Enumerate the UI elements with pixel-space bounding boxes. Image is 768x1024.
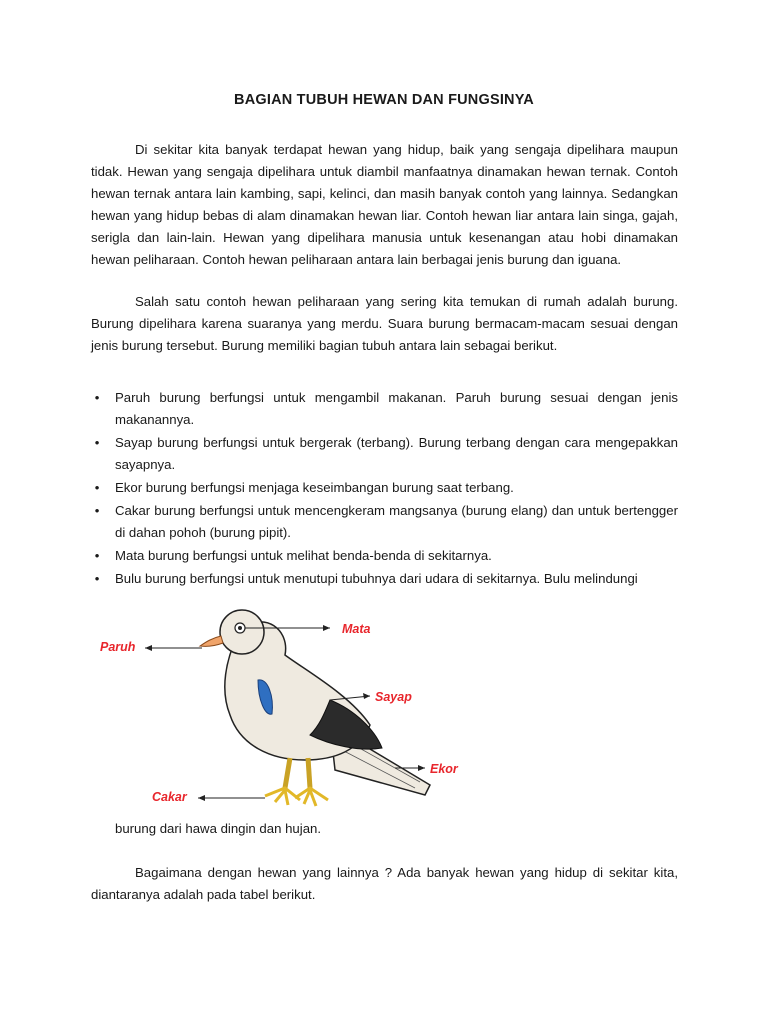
list-item [91, 545, 678, 567]
bullet-icon: • [94, 435, 100, 450]
bullet-icon: • [94, 503, 100, 518]
list-item-text: Mata burung berfungsi untuk melihat benda-benda di sekitarnya. [115, 548, 492, 563]
label-ekor: Ekor [430, 762, 458, 776]
list-item [91, 500, 678, 544]
label-mata: Mata [342, 622, 371, 636]
label-cakar: Cakar [152, 790, 187, 804]
bullet-icon: • [94, 571, 100, 586]
list-item-text: Sayap burung berfungsi untuk bergerak (terbang). Burung terbang dengan cara mengepakkan sayapnya. [115, 435, 678, 472]
list-item-text: Ekor burung berfungsi menjaga keseimbangan burung saat terbang. [115, 480, 514, 495]
bird-diagram [90, 600, 490, 820]
bird-illustration [90, 600, 490, 820]
list-item-text: Cakar burung berfungsi untuk mencengkeram mangsanya (burung elang) dan untuk bertengger di dahan pohoh (burung pipit). [115, 503, 678, 540]
paragraph-birds: Salah satu contoh hewan peliharaan yang sering kita temukan di rumah adalah burung. Burung dipelihara karena suaranya yang merdu. Suara burung bermacam-macam sesuai dengan jenis burung tersebut. Burung memiliki bagian tubuh antara lain sebagai berikut. [91, 294, 678, 353]
list-item-text: Paruh burung berfungsi untuk mengambil makanan. Paruh burung sesuai dengan jenis makanannya. [115, 390, 678, 427]
bullet-continuation: burung dari hawa dingin dan hujan. [115, 821, 322, 836]
bird-leg [285, 758, 290, 788]
label-paruh: Paruh [100, 640, 136, 654]
bullet-icon: • [94, 480, 100, 495]
list-item [91, 568, 678, 590]
list-item [91, 387, 678, 431]
bird-leg [308, 758, 310, 788]
paragraph-intro: Di sekitar kita banyak terdapat hewan yang hidup, baik yang sengaja dipelihara maupun tidak. Hewan yang sengaja dipelihara untuk diambil manfaatnya dinamakan hewan ternak. Contoh hewan ternak antara lain kambing, sapi, kelinci, dan masih banyak contoh yang lainnya. Sedangkan hewan yang hidup bebas di alam dinamakan hewan liar. Contoh hewan liar antara lain singa, gajah, serigla dan lain-lain. Hewan yang dipelihara manusia untuk kesenangan atau hobi dinamakan hewan peliharaan. Contoh hewan peliharaan antara lain berbagai jenis burung dan iguana. [91, 142, 678, 267]
bird-foot [295, 788, 328, 806]
bird-beak [200, 636, 223, 646]
bird-parts-list [91, 387, 678, 591]
list-item-text: Bulu burung berfungsi untuk menutupi tubuhnya dari udara di sekitarnya. Bulu melindungi [115, 571, 638, 586]
bullet-icon: • [94, 390, 100, 405]
list-item [91, 477, 678, 499]
bullet-icon: • [94, 548, 100, 563]
list-item [91, 432, 678, 476]
paragraph-closing: Bagaimana dengan hewan yang lainnya ? Ada banyak hewan yang hidup di sekitar kita, diantaranya adalah pada tabel berikut. [91, 865, 678, 902]
label-sayap: Sayap [375, 690, 412, 704]
page-title: BAGIAN TUBUH HEWAN DAN FUNGSINYA [234, 92, 534, 108]
